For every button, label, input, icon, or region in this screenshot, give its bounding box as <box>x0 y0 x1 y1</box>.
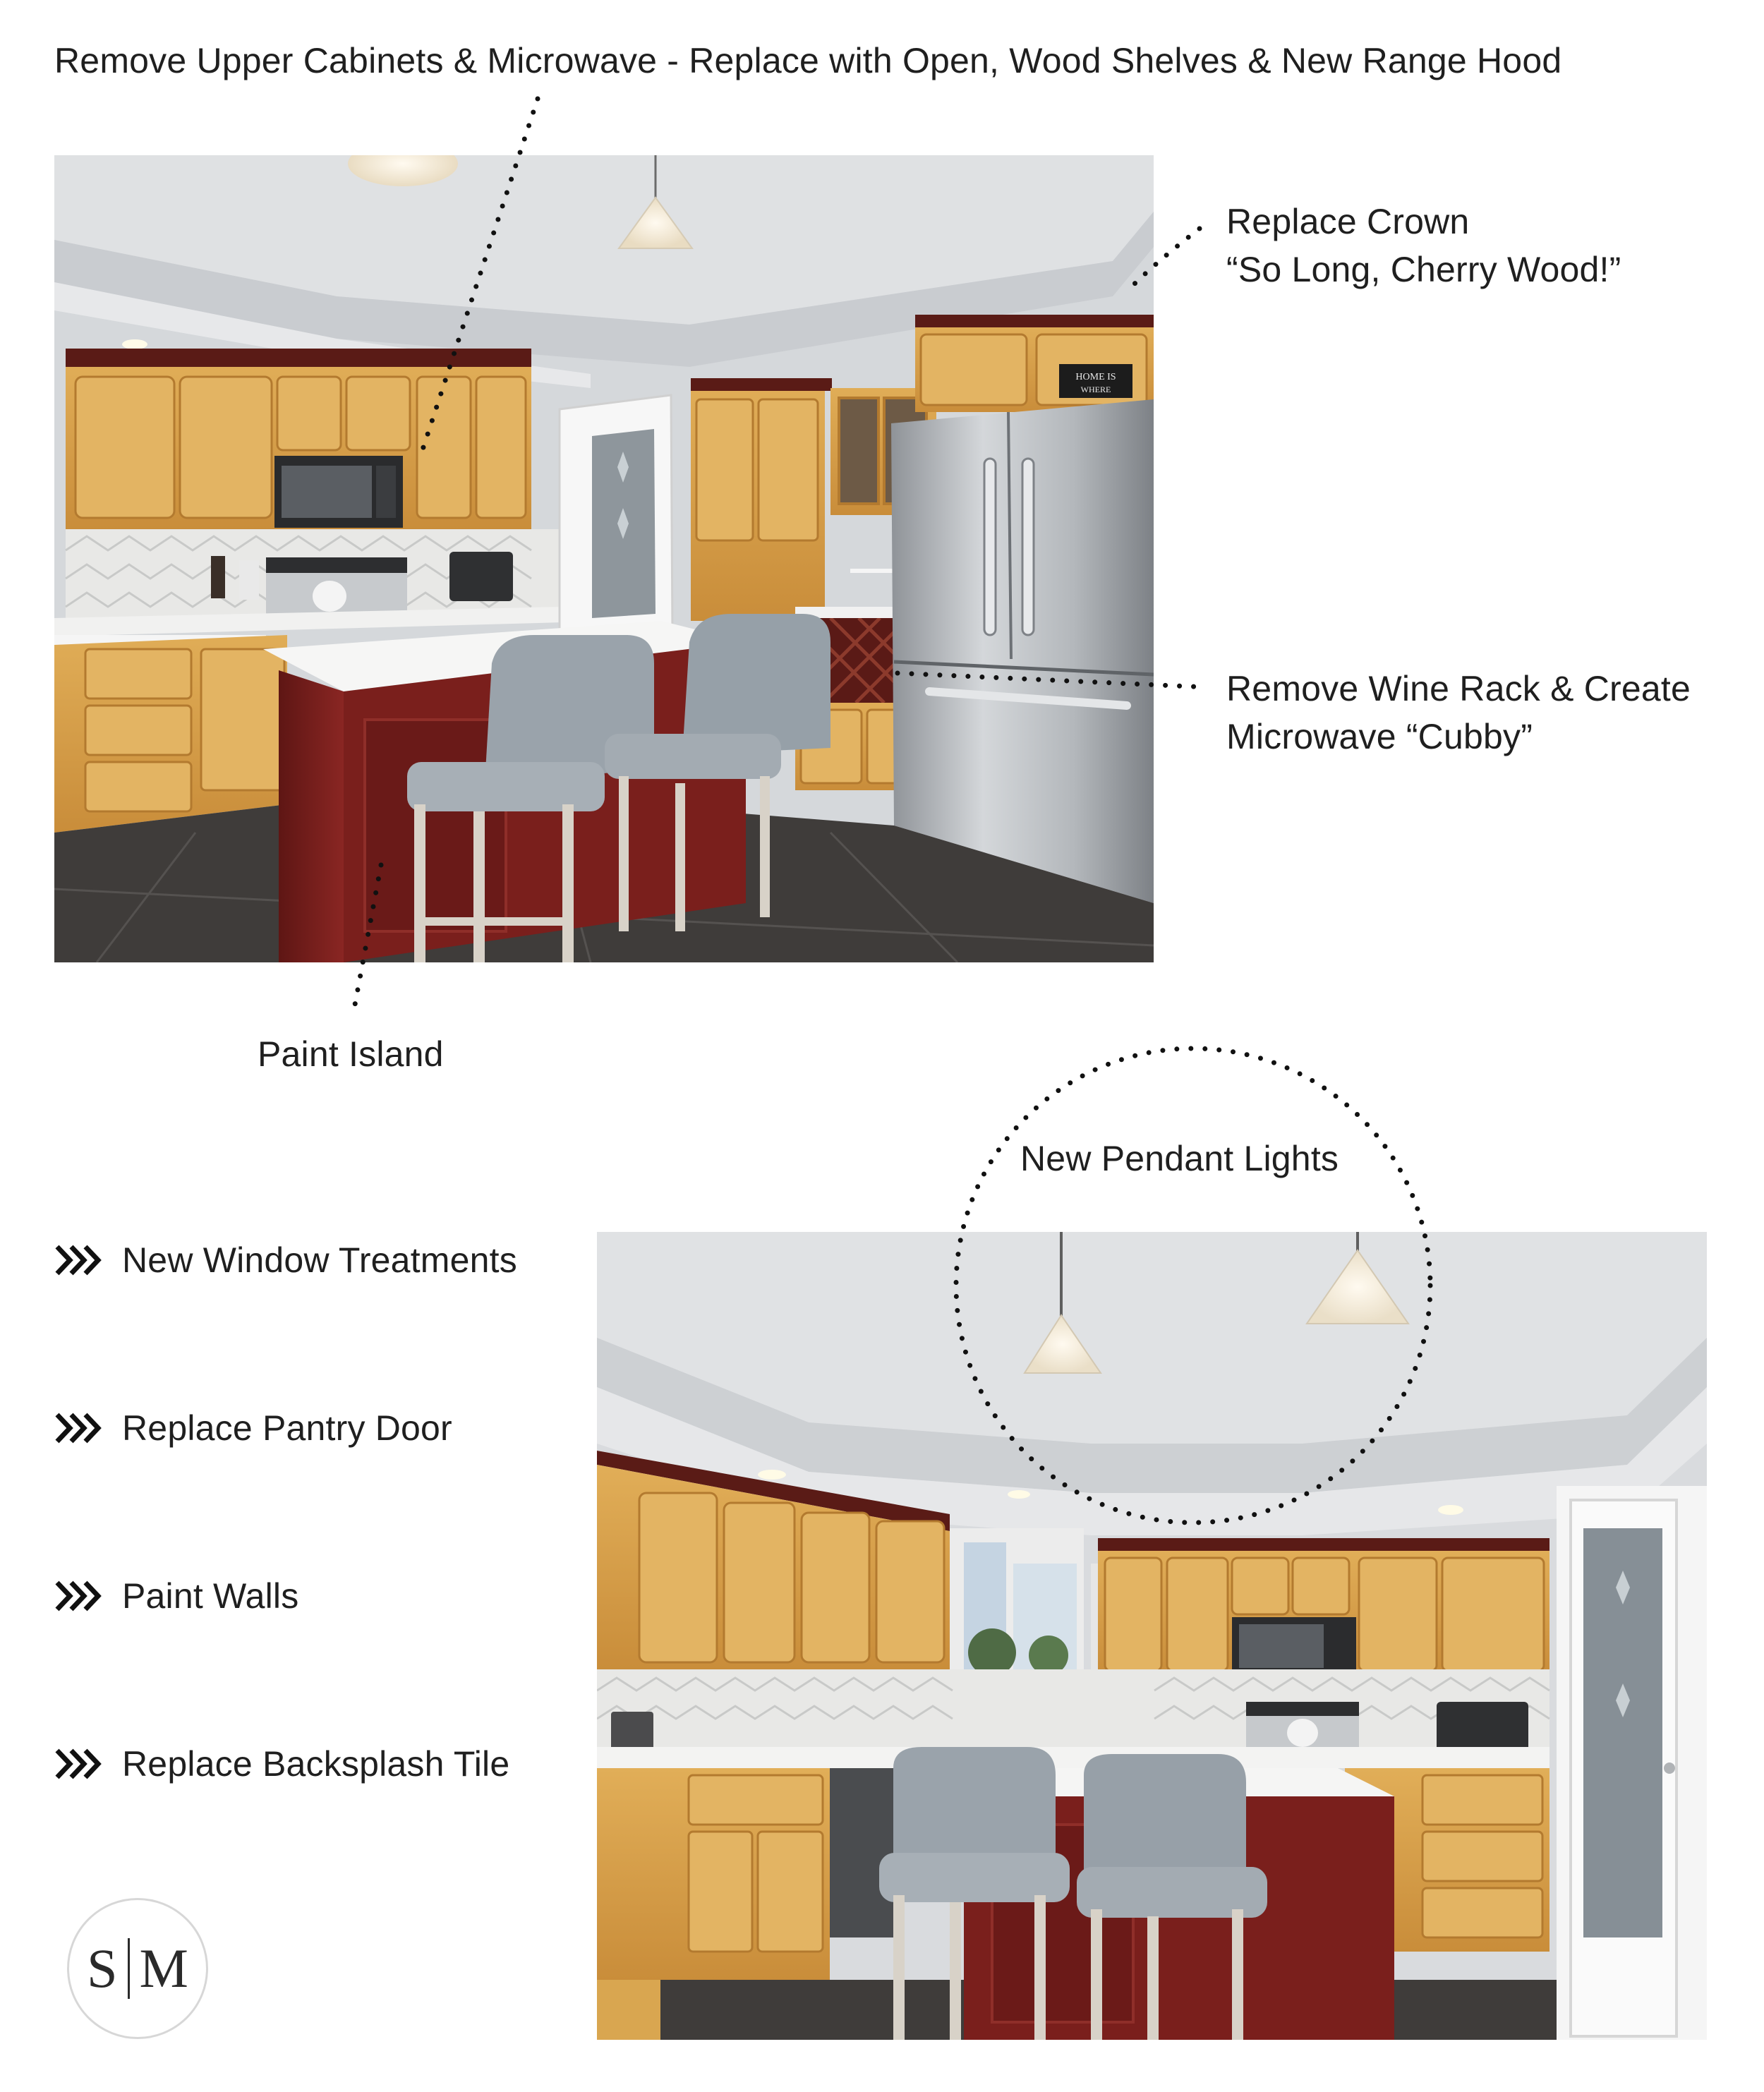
kitchen-photo-2-drawing <box>597 1232 1707 2040</box>
logo-divider <box>128 1938 130 1999</box>
logo-letter-m: M <box>139 1937 188 1999</box>
kitchen-photo-1 <box>54 155 1154 962</box>
annotation-wine-line1: Remove Wine Rack & Create <box>1226 669 1691 708</box>
annotation-crown-line2: “So Long, Cherry Wood!” <box>1226 250 1621 289</box>
triple-chevron-icon <box>54 1746 104 1782</box>
annotation-pendants: New Pendant Lights <box>1020 1139 1339 1178</box>
triple-chevron-icon <box>54 1410 104 1446</box>
kitchen-photo-2 <box>597 1232 1707 2040</box>
checklist-item <box>54 1236 517 1284</box>
logo-letter-s: S <box>87 1937 118 1999</box>
triple-chevron-icon <box>54 1578 104 1614</box>
annotation-crown-line1: Replace Crown <box>1226 202 1470 241</box>
sm-logo <box>67 1898 208 2039</box>
checklist-item <box>54 1740 509 1788</box>
checklist-item <box>54 1572 298 1620</box>
kitchen-photo-1-drawing <box>54 155 1154 962</box>
checklist-label: Replace Backsplash Tile <box>122 1744 510 1784</box>
fridge-sign-line1: HOME IS <box>1075 372 1116 382</box>
triple-chevron-icon <box>54 1242 104 1278</box>
fridge-sign-line2: WHERE <box>1080 385 1111 394</box>
checklist-label: New Window Treatments <box>122 1240 517 1280</box>
checklist-label: Paint Walls <box>122 1576 299 1616</box>
annotation-wine-line2: Microwave “Cubby” <box>1226 717 1533 756</box>
annotation-island: Paint Island <box>258 1034 444 1074</box>
checklist-item <box>54 1404 452 1452</box>
annotation-cabinets: Remove Upper Cabinets & Microwave - Replace with Open, Wood Shelves & New Range Hood <box>54 41 1562 80</box>
checklist-label: Replace Pantry Door <box>122 1408 452 1448</box>
